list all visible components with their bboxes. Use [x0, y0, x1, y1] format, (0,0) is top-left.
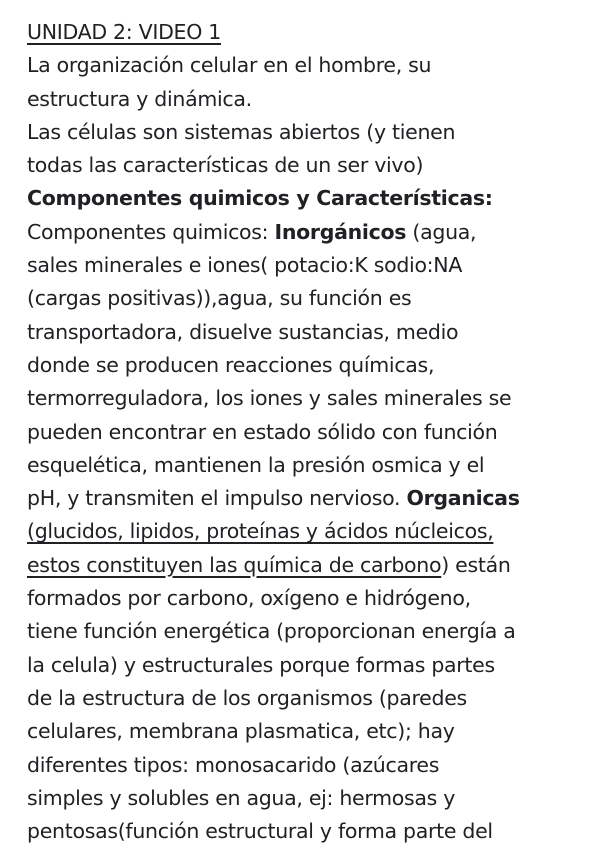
text-line — [27, 49, 593, 82]
text-segment: esquelética, mantienen la presión osmica y el — [27, 452, 485, 477]
text-segment: Las células son sistemas abiertos (y tienen — [27, 119, 456, 144]
text-line — [27, 249, 593, 282]
text-line — [27, 382, 593, 415]
text-segment: la celula) y estructurales porque formas partes — [27, 652, 495, 677]
text-segment: pentosas(función estructural y forma parte del — [27, 819, 493, 844]
text-line — [27, 649, 593, 682]
note-title — [27, 16, 593, 49]
text-line — [27, 83, 593, 116]
text-segment: tiene función energética (proporcionan energía a — [27, 619, 516, 644]
text-line — [27, 815, 593, 848]
text-segment: diferentes tipos: monosacarido (azúcares — [27, 752, 440, 777]
text-line — [27, 682, 593, 715]
underlined-text: (glucidos, lipidos, proteínas y ácidos núcleicos, — [27, 519, 494, 544]
text-line — [27, 449, 593, 482]
text-segment: (cargas positivas)),agua, su función es — [27, 286, 412, 311]
text-segment: La organización celular en el hombre, su — [27, 53, 432, 78]
text-line — [27, 749, 593, 782]
text-segment: transportadora, disuelve sustancias, medio — [27, 319, 459, 344]
text-line — [27, 715, 593, 748]
text-segment: de la estructura de los organismos (paredes — [27, 685, 467, 710]
text-line — [27, 182, 593, 215]
bold-text: Organicas — [406, 486, 520, 511]
bold-text: Inorgánicos — [274, 219, 407, 244]
text-segment: estructura y dinámica. — [27, 86, 252, 111]
note-body — [27, 16, 593, 848]
bold-text: Componentes quimicos y Características: — [27, 186, 493, 211]
text-segment: simples y solubles en agua, ej: hermosas y — [27, 785, 456, 810]
underlined-text: estos constituyen las química de carbono — [27, 552, 442, 577]
text-line — [27, 615, 593, 648]
text-segment: sales minerales e iones( potacio:K sodio:NA — [27, 253, 463, 278]
text-line — [27, 549, 593, 582]
text-line — [27, 582, 593, 615]
text-line — [27, 149, 593, 182]
text-segment: termorreguladora, los iones y sales minerales se — [27, 386, 512, 411]
text-segment: (agua, — [406, 219, 477, 244]
text-line — [27, 216, 593, 249]
text-segment: pH, y transmiten el impulso nervioso. — [27, 486, 407, 511]
text-segment: todas las características de un ser vivo) — [27, 153, 424, 178]
text-line — [27, 349, 593, 382]
text-segment: formados por carbono, oxígeno e hidrógeno, — [27, 586, 471, 611]
text-line — [27, 316, 593, 349]
text-segment: pueden encontrar en estado sólido con función — [27, 419, 498, 444]
text-line — [27, 515, 593, 548]
text-line — [27, 416, 593, 449]
text-segment: Componentes quimicos: — [27, 219, 275, 244]
text-segment: ) están — [441, 552, 511, 577]
text-line — [27, 116, 593, 149]
text-line — [27, 482, 593, 515]
underlined-text: UNIDAD 2: VIDEO 1 — [27, 20, 222, 44]
text-line — [27, 782, 593, 815]
text-segment: celulares, membrana plasmatica, etc); hay — [27, 719, 455, 744]
text-line — [27, 282, 593, 315]
text-segment: donde se producen reacciones químicas, — [27, 352, 435, 377]
